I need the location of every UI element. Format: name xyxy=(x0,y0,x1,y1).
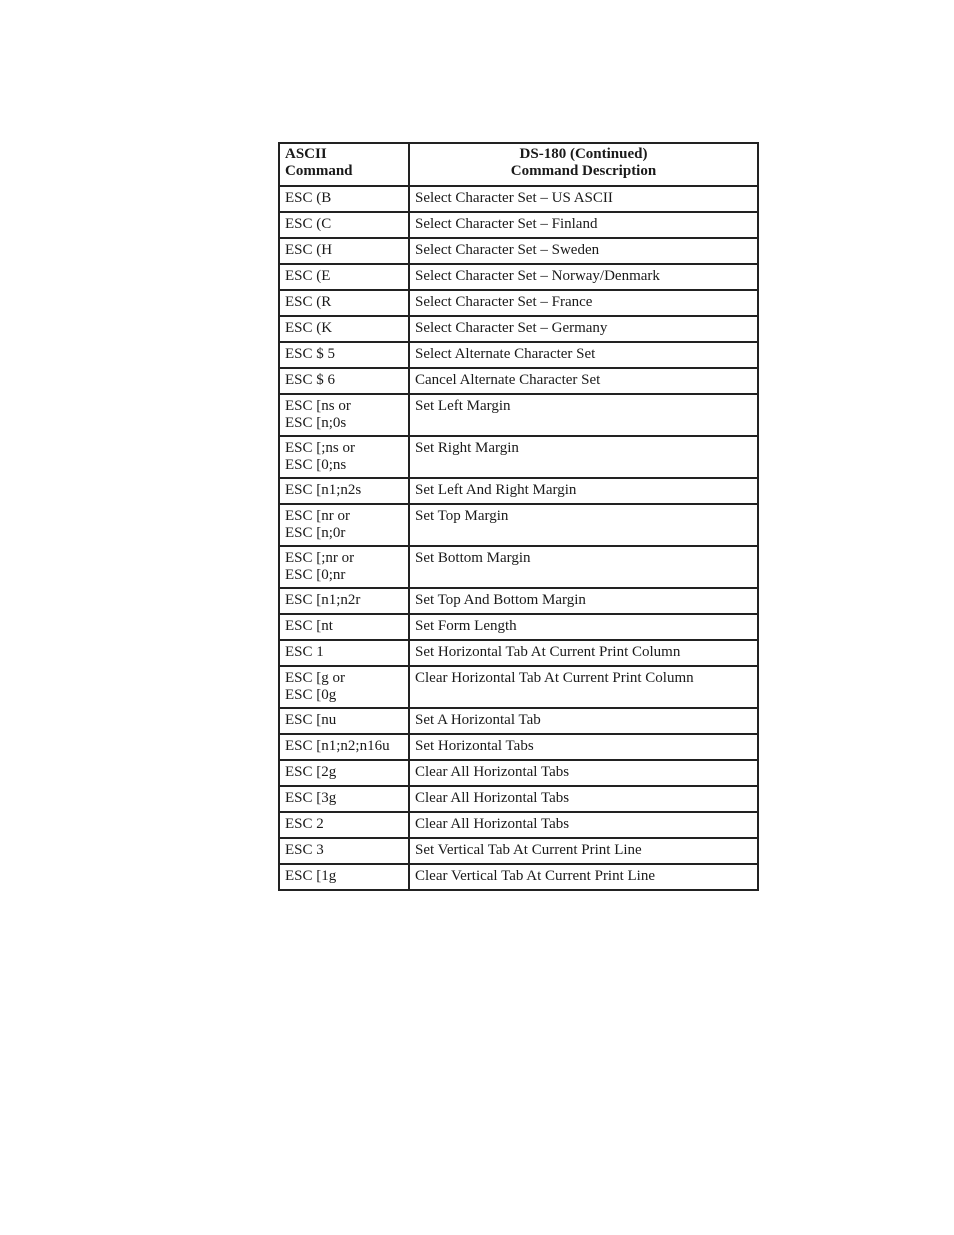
table-row xyxy=(279,238,758,264)
command-cell xyxy=(279,838,409,864)
description-cell xyxy=(409,478,758,504)
command-cell xyxy=(279,290,409,316)
description-cell xyxy=(409,504,758,546)
table-row xyxy=(279,212,758,238)
description-cell xyxy=(409,238,758,264)
description-cell xyxy=(409,290,758,316)
description-text: Cancel Alternate Character Set xyxy=(415,372,601,388)
table-row xyxy=(279,186,758,212)
command-text: ESC 1 xyxy=(285,644,324,660)
description-text: Select Character Set – Germany xyxy=(415,320,608,336)
command-cell xyxy=(279,546,409,588)
command-cell xyxy=(279,734,409,760)
description-text: Select Character Set – Sweden xyxy=(415,242,600,258)
table-body xyxy=(279,186,758,890)
description-text: Clear All Horizontal Tabs xyxy=(415,790,570,806)
description-cell xyxy=(409,864,758,890)
table-row xyxy=(279,478,758,504)
description-text: Clear All Horizontal Tabs xyxy=(415,764,570,780)
command-text: ESC [nr or xyxy=(285,508,350,524)
command-text: ESC $ 6 xyxy=(285,372,336,388)
command-text: ESC (C xyxy=(285,216,332,232)
command-cell xyxy=(279,238,409,264)
description-cell xyxy=(409,436,758,478)
command-text: ESC [;nr or xyxy=(285,550,355,566)
table-row xyxy=(279,504,758,546)
description-text: Set Left Margin xyxy=(415,398,511,414)
command-text: ESC (K xyxy=(285,320,333,336)
command-cell xyxy=(279,264,409,290)
command-text: ESC [nu xyxy=(285,712,337,728)
description-text: Set A Horizontal Tab xyxy=(415,712,541,728)
command-cell xyxy=(279,786,409,812)
table-row xyxy=(279,708,758,734)
description-cell xyxy=(409,212,758,238)
command-text: ESC [;ns or xyxy=(285,440,356,456)
description-cell xyxy=(409,186,758,212)
description-cell xyxy=(409,342,758,368)
description-cell xyxy=(409,614,758,640)
header-description-line: Command Description xyxy=(510,163,657,179)
command-cell xyxy=(279,504,409,546)
header-command-description xyxy=(409,143,758,186)
command-cell xyxy=(279,212,409,238)
command-text: ESC [nt xyxy=(285,618,333,634)
table-row xyxy=(279,264,758,290)
table-row xyxy=(279,812,758,838)
command-text: ESC (E xyxy=(285,268,331,284)
command-text: ESC [n1;n2;n16u xyxy=(285,738,390,754)
description-cell xyxy=(409,316,758,342)
description-text: Select Alternate Character Set xyxy=(415,346,596,362)
description-text: Clear Horizontal Tab At Current Print Column xyxy=(415,670,694,686)
description-text: Set Right Margin xyxy=(415,440,519,456)
command-text: ESC [0;nr xyxy=(285,567,346,583)
command-text: ESC [0g xyxy=(285,687,337,703)
command-table xyxy=(278,142,759,891)
description-cell xyxy=(409,838,758,864)
header-command-line: Command xyxy=(285,163,353,179)
description-text: Set Horizontal Tab At Current Print Column xyxy=(415,644,681,660)
table-row xyxy=(279,394,758,436)
command-text: ESC [n;0r xyxy=(285,525,346,541)
description-text: Select Character Set – US ASCII xyxy=(415,190,613,206)
description-text: Set Left And Right Margin xyxy=(415,482,577,498)
command-text: ESC [n1;n2s xyxy=(285,482,362,498)
table-row xyxy=(279,368,758,394)
description-cell xyxy=(409,812,758,838)
description-cell xyxy=(409,760,758,786)
description-cell xyxy=(409,734,758,760)
table-row xyxy=(279,786,758,812)
command-cell xyxy=(279,436,409,478)
command-text: ESC [3g xyxy=(285,790,337,806)
command-cell xyxy=(279,708,409,734)
command-cell xyxy=(279,342,409,368)
command-cell xyxy=(279,614,409,640)
command-text: ESC [0;ns xyxy=(285,457,347,473)
description-text: Set Vertical Tab At Current Print Line xyxy=(415,842,642,858)
command-text: ESC [n;0s xyxy=(285,415,347,431)
description-text: Clear Vertical Tab At Current Print Line xyxy=(415,868,656,884)
table-row xyxy=(279,640,758,666)
command-text: ESC (H xyxy=(285,242,333,258)
command-text: ESC [2g xyxy=(285,764,337,780)
description-text: Set Form Length xyxy=(415,618,517,634)
command-text: ESC 3 xyxy=(285,842,324,858)
command-cell xyxy=(279,368,409,394)
command-cell xyxy=(279,478,409,504)
description-cell xyxy=(409,394,758,436)
command-cell xyxy=(279,394,409,436)
table-row xyxy=(279,588,758,614)
description-cell xyxy=(409,368,758,394)
command-text: ESC $ 5 xyxy=(285,346,336,362)
description-text: Set Top And Bottom Margin xyxy=(415,592,586,608)
table-header-row xyxy=(279,143,758,186)
table-row xyxy=(279,436,758,478)
command-text: ESC (B xyxy=(285,190,332,206)
table-row xyxy=(279,614,758,640)
table-row xyxy=(279,316,758,342)
description-cell xyxy=(409,546,758,588)
command-text: ESC (R xyxy=(285,294,332,310)
command-cell xyxy=(279,760,409,786)
command-cell xyxy=(279,588,409,614)
table-row xyxy=(279,864,758,890)
description-cell xyxy=(409,588,758,614)
command-cell xyxy=(279,186,409,212)
command-cell xyxy=(279,812,409,838)
command-text: ESC [ns or xyxy=(285,398,351,414)
command-cell xyxy=(279,864,409,890)
command-text: ESC [n1;n2r xyxy=(285,592,361,608)
description-text: Select Character Set – Norway/Denmark xyxy=(415,268,660,284)
description-cell xyxy=(409,666,758,708)
description-cell xyxy=(409,640,758,666)
table-row xyxy=(279,546,758,588)
description-text: Clear All Horizontal Tabs xyxy=(415,816,570,832)
header-description-line: DS-180 (Continued) xyxy=(519,146,648,162)
description-text: Set Top Margin xyxy=(415,508,509,524)
header-command-line: ASCII xyxy=(285,146,327,162)
table-row xyxy=(279,290,758,316)
table-row xyxy=(279,734,758,760)
description-text: Set Horizontal Tabs xyxy=(415,738,534,754)
description-cell xyxy=(409,708,758,734)
description-cell xyxy=(409,786,758,812)
description-text: Select Character Set – Finland xyxy=(415,216,598,232)
command-text: ESC [g or xyxy=(285,670,345,686)
command-cell xyxy=(279,316,409,342)
table-row xyxy=(279,666,758,708)
description-text: Select Character Set – France xyxy=(415,294,593,310)
command-text: ESC [1g xyxy=(285,868,337,884)
command-text: ESC 2 xyxy=(285,816,324,832)
table-row xyxy=(279,342,758,368)
table-row xyxy=(279,838,758,864)
command-cell xyxy=(279,666,409,708)
description-text: Set Bottom Margin xyxy=(415,550,531,566)
header-ascii-command xyxy=(279,143,409,186)
description-cell xyxy=(409,264,758,290)
table-row xyxy=(279,760,758,786)
command-cell xyxy=(279,640,409,666)
